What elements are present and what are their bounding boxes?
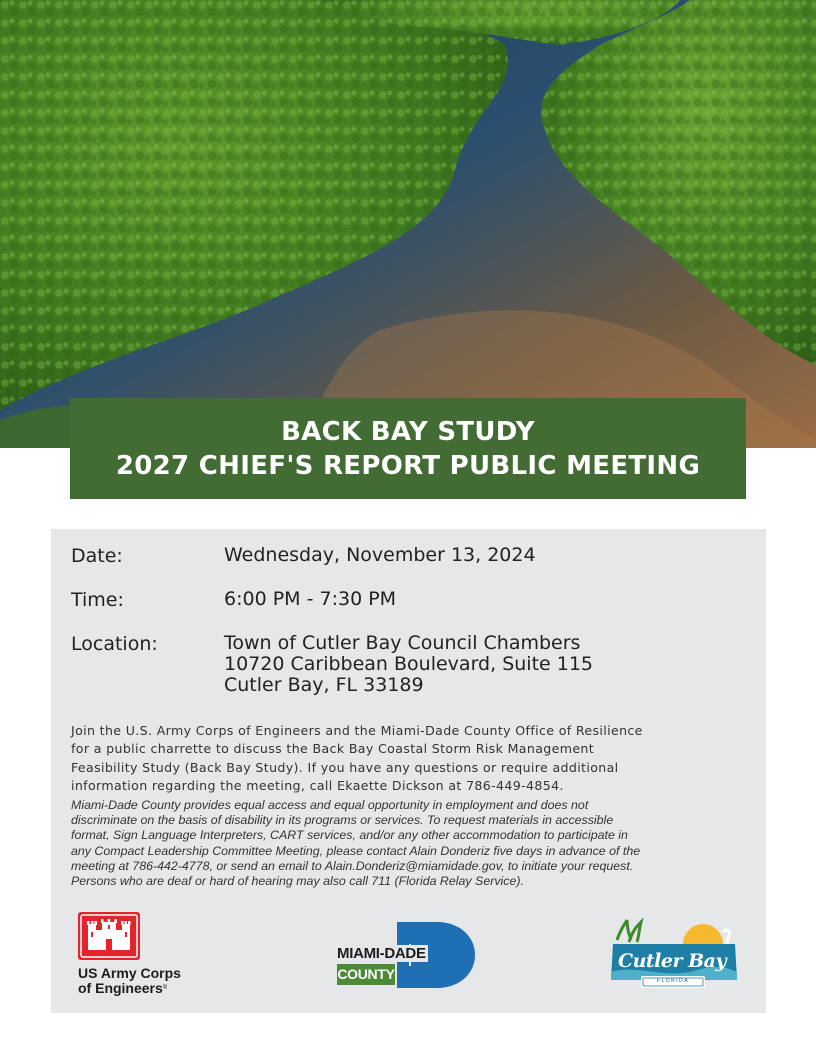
- cutler-bay-wordmark: Cutler Bay: [617, 950, 727, 972]
- miami-dade-county-badge: COUNTY: [337, 964, 395, 985]
- location-line2: 10720 Caribbean Boulevard, Suite 115: [224, 653, 594, 675]
- usace-logo: [78, 912, 218, 1002]
- usace-line2-wrap: [78, 981, 218, 996]
- disclaimer-line3: format, Sign Language Interpreters, CART services, and/or any other accommodation to participate in: [71, 828, 628, 843]
- date-value: Wednesday, November 13, 2024: [224, 544, 536, 566]
- usace-line2: of Engineers: [78, 980, 163, 996]
- usace-registered-mark: ®: [162, 985, 168, 991]
- meeting-info-panel: [51, 529, 766, 1013]
- disclaimer-line5: meeting at 786-442-4778, or send an email to Alain.Donderiz@miamidade.gov, to initiate your request.: [71, 858, 634, 873]
- usace-line1: US Army Corps: [78, 965, 181, 981]
- disclaimer-line1: Miami-Dade County provides equal access and equal opportunity in employment and does not: [71, 798, 589, 812]
- miami-dade-wordmark: MIAMI-DADE: [337, 945, 426, 962]
- mangrove-river-illustration: [0, 0, 816, 448]
- location-value: [224, 633, 724, 696]
- miami-dade-logo: [335, 920, 477, 988]
- disclaimer-line6: Persons who are deaf or hard of hearing may also call 711 (Florida Relay Service).: [71, 874, 524, 889]
- disclaimer-line2: discriminate on the basis of disability in its programs or services. To request materials in accessible: [71, 813, 614, 828]
- intro-line2: for a public charrette to discuss the Back Bay Coastal Storm Risk Management: [71, 741, 595, 757]
- title-banner: [70, 398, 746, 499]
- cutler-bay-logo: [607, 918, 741, 994]
- disclaimer-line4: any Compact Leadership Committee Meeting, please contact Alain Donderiz five days in advance of the: [71, 843, 641, 858]
- time-value: 6:00 PM - 7:30 PM: [224, 588, 397, 610]
- location-line1: Town of Cutler Bay Council Chambers: [224, 632, 581, 654]
- intro-line4: information regarding the meeting, call Ekaette Dickson at 786-449-4854.: [71, 778, 564, 794]
- location-label: Location:: [71, 633, 158, 655]
- usace-castle-icon: [78, 912, 140, 960]
- intro-line3: Feasibility Study (Back Bay Study). If you have any questions or require additional: [71, 759, 619, 775]
- banner-title-line2: 2027 CHIEF'S REPORT PUBLIC MEETING: [115, 450, 701, 481]
- accessibility-disclaimer: [71, 798, 751, 889]
- cutler-bay-state: FLORIDA: [656, 978, 690, 984]
- banner-title-line1: BACK BAY STUDY: [281, 416, 535, 447]
- hero-aerial-image: [0, 0, 816, 448]
- location-line3: Cutler Bay, FL 33189: [224, 674, 424, 696]
- intro-line1: Join the U.S. Army Corps of Engineers and the Miami-Dade County Office of Resilience: [71, 723, 643, 738]
- usace-wordmark: [78, 966, 218, 996]
- date-label: Date:: [71, 545, 123, 567]
- intro-paragraph: [71, 722, 731, 796]
- time-label: Time:: [71, 589, 124, 611]
